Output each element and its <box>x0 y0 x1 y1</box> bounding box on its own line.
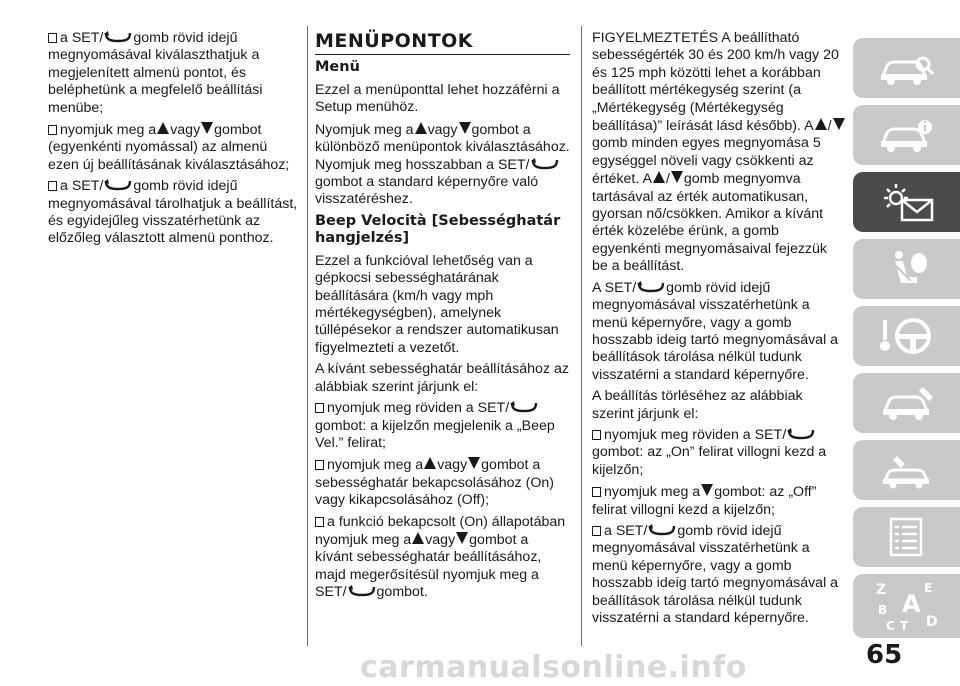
set-button-icon <box>347 585 377 597</box>
paragraph: a SET/ gomb rövid idejű megnyomásával kiválaszthatjuk a megjelenített almenü pontot, és beléphetünk a megfelelő beállítási menübe; <box>48 30 263 116</box>
section-heading: MENÜPONTOK <box>315 30 570 55</box>
index-letter-d: D <box>925 614 938 630</box>
paragraph: FIGYELMEZTETÉS A beállítható sebességérték 30 és 200 km/h vagy 20 és 125 mph közötti lehet a korábban beállított mértékegység szerint (a „Mértékegység (Mértékegység beállítása)” leírását lásd később). A / gomb minden egyes megnyomása 5 egységgel növeli vagy csökkenti az értéket. A / gomb megnyomva tartásával az érték automatikusan, gyorsan nő/csökken. Amikor a kívánt érték közelébe érünk, a gomb egyenkénti megnyomásaival fejezzük be a beállítást. <box>592 30 846 276</box>
index-letter-a: A <box>901 590 921 618</box>
data-list-icon <box>877 515 937 559</box>
up-arrow-icon <box>411 531 425 545</box>
steering-wheel-icon <box>877 314 937 358</box>
column-right <box>592 30 846 631</box>
paragraph: A kívánt sebességhatár beállításához az alábbiak szerint járjunk el: <box>315 361 569 395</box>
car-tools-icon <box>877 383 937 423</box>
set-button-icon <box>530 158 560 170</box>
tab-car-magnifier[interactable] <box>853 38 960 98</box>
checkbox-bullet-icon <box>315 403 324 413</box>
up-arrow-icon <box>423 456 437 470</box>
subheading-beep-velocita: Beep Velocità [Sebességhatár hangjelzés] <box>315 212 561 246</box>
paragraph: Ezzel a funkcióval lehetőség van a gépkocsi sebességhatárának beállítására (km/h vagy mph mértékegységben), amelynek túllépésekor a rendszer automatikusan figyelmezteti a vezetőt. <box>315 252 559 356</box>
subheading-menu: Menü <box>315 59 360 75</box>
set-button-icon <box>647 524 677 536</box>
tab-steering[interactable] <box>853 306 960 366</box>
set-button-icon <box>636 281 666 293</box>
index-letter-e: E <box>923 581 932 595</box>
airbag-seat-icon <box>877 247 937 291</box>
paragraph: nyomjuk meg röviden a SET/ gombot: az „On” felirat villogni kezd a kijelzőn; <box>592 426 827 478</box>
set-button-icon <box>509 401 539 413</box>
paragraph: nyomjuk meg a vagy gombot a sebességhatár bekapcsolásához (On) vagy kikapcsolásához (Off); <box>315 457 554 509</box>
tab-technical-data[interactable] <box>853 507 960 567</box>
up-arrow-icon <box>652 170 666 184</box>
column-divider-left <box>307 26 308 646</box>
paragraph: nyomjuk meg a gombot: az „Off” felirat villogni kezd a kijelzőn; <box>592 484 817 518</box>
paragraph: nyomjuk meg röviden a SET/ gombot: a kijelzőn megjelenik a „Beep Vel.” felirat; <box>315 400 555 451</box>
set-button-icon <box>103 179 133 191</box>
tab-car-tools[interactable] <box>853 373 960 433</box>
checkbox-bullet-icon <box>48 33 57 43</box>
checkbox-bullet-icon <box>48 125 57 135</box>
tab-index[interactable] <box>853 574 960 638</box>
column-left <box>48 30 298 252</box>
checkbox-bullet-icon <box>315 517 324 527</box>
car-info-icon <box>877 115 937 155</box>
up-arrow-icon <box>814 117 828 131</box>
column-middle <box>315 30 570 606</box>
alphabet-index-icon <box>872 578 942 634</box>
checkbox-bullet-icon <box>592 487 601 497</box>
index-letter-z: Z <box>875 582 886 598</box>
up-arrow-icon <box>156 121 170 135</box>
tab-service[interactable] <box>853 440 960 500</box>
paragraph: A SET/ gomb rövid idejű megnyomásával visszatérhetünk a menü képernyőre, vagy a gomb hosszabb ideig tartó megnyomásával a beállítások tárolása nélkül tudunk visszatérni a standard képernyőre. <box>592 279 839 383</box>
down-arrow-icon <box>832 117 846 131</box>
paragraph: a SET/ gomb rövid idejű megnyomásával visszatérhetünk a menü képernyőre, vagy a gomb hosszabb ideig tartó megnyomásával a beállítások tárolása nélkül tudunk visszatérni a standard képernyőre. <box>592 522 839 626</box>
watermark-text: carmanualsonline.info <box>360 650 747 685</box>
down-arrow-icon <box>467 456 481 470</box>
index-letter-b: B <box>877 603 887 617</box>
checkbox-bullet-icon <box>592 526 601 536</box>
paragraph: Ezzel a menüponttal lehet hozzáférni a Setup menühöz. <box>315 82 560 116</box>
set-button-icon <box>786 428 816 440</box>
wrench-car-icon <box>877 450 937 490</box>
up-arrow-icon <box>414 121 428 135</box>
tab-car-info[interactable] <box>853 105 960 165</box>
paragraph: a funkció bekapcsolt (On) állapotában nyomjuk meg a vagy gombot a kívánt sebességhatár beállításához, majd megerősítésül nyomjuk meg a SET/ gombot. <box>315 513 566 601</box>
chapter-tabs <box>853 38 960 645</box>
paragraph: nyomjuk meg a vagy gombot (egyenkénti nyomással) az almenü ezen új beállításának kiválasztásához; <box>48 122 290 173</box>
down-arrow-icon <box>458 121 472 135</box>
paragraph: A beállítás törléséhez az alábbiak szerint járjunk el: <box>592 388 803 422</box>
car-magnifier-icon <box>877 48 937 88</box>
checkbox-bullet-icon <box>315 460 324 470</box>
warning-light-envelope-icon <box>872 180 942 224</box>
down-arrow-icon <box>200 121 214 135</box>
down-arrow-icon <box>670 170 684 184</box>
column-divider-right <box>581 26 582 646</box>
tab-warning-lights[interactable] <box>853 172 960 232</box>
tab-airbag[interactable] <box>853 239 960 299</box>
index-letter-c: C <box>885 619 895 633</box>
index-letter-t: T <box>899 619 908 633</box>
set-button-icon <box>103 31 133 43</box>
paragraph: Nyomjuk meg a vagy gombot a különböző menüpontok kiválasztásához. Nyomjuk meg hosszabban a SET/ gombot a standard képernyőre való visszatéréshez. <box>315 121 570 208</box>
down-arrow-icon <box>455 531 469 545</box>
checkbox-bullet-icon <box>592 430 601 440</box>
page-number: 65 <box>866 640 903 670</box>
down-arrow-icon <box>700 483 714 497</box>
paragraph: a SET/ gomb rövid idejű megnyomásával tárolhatjuk a beállítást, és egyidejűleg visszatérhetünk az előzőleg választott almenü ponthoz. <box>48 178 298 247</box>
checkbox-bullet-icon <box>48 181 57 191</box>
